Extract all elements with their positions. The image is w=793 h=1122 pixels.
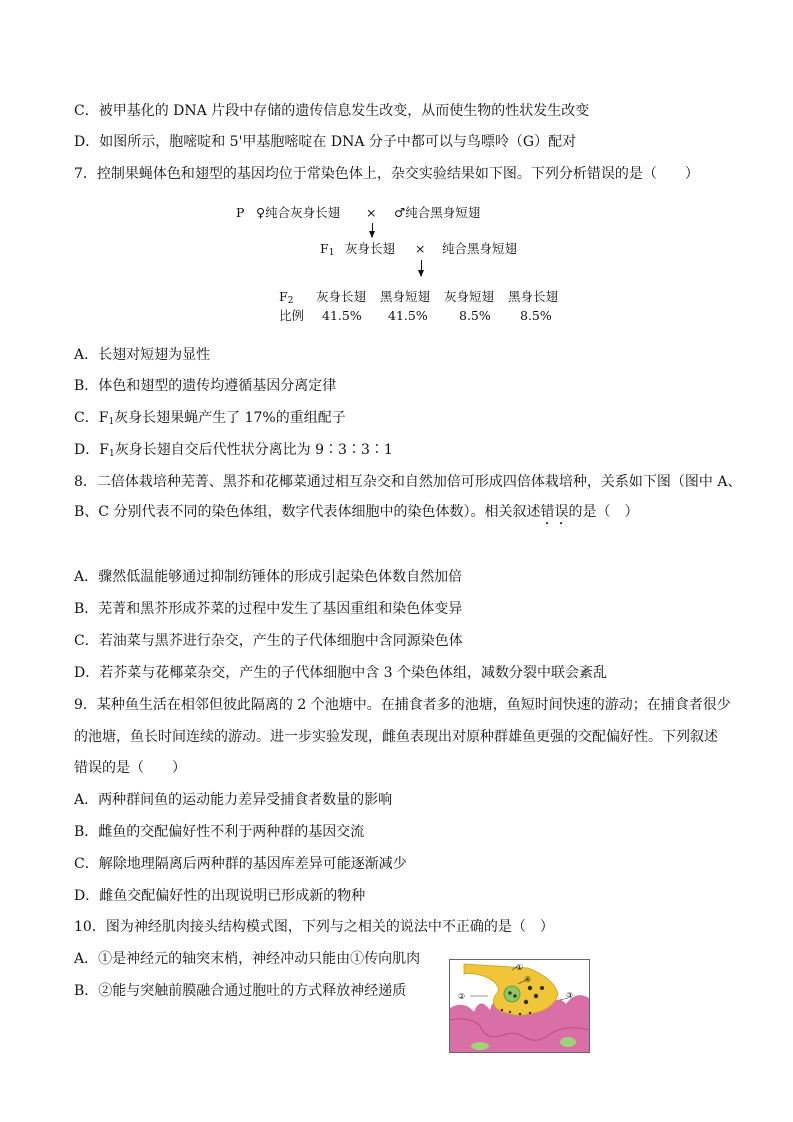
f2-ratio: 41.5% (322, 308, 362, 323)
q6-option-d: D．如图所示，胞嘧啶和 5'甲基胞嘧啶在 DNA 分子中都可以与鸟嘌呤（G）配对 (74, 134, 577, 150)
f2-ratio: 8.5% (459, 308, 491, 323)
f1-phenotype: 灰身长翅 (345, 241, 396, 256)
q9-option-a: A．两种群间鱼的运动能力差异受捕食者数量的影响 (74, 792, 393, 808)
ratio-label: 比例 (279, 308, 305, 323)
q9-option-d: D．雌鱼交配偏好性的出现说明已形成新的物种 (74, 888, 366, 904)
f2-phenotype: 黑身短翅 (380, 289, 431, 304)
p-generation-label: P (236, 205, 245, 220)
nmj-illustration (450, 960, 589, 1052)
p-male-parent: ♂纯合黑身短翅 (394, 205, 481, 220)
f2-phenotype: 灰身短翅 (444, 289, 495, 304)
f1-testcross-parent: 纯合黑身短翅 (442, 241, 518, 256)
f2-phenotype: 黑身长翅 (508, 289, 559, 304)
q9-stem-line-3: 错误的是（ ） (74, 760, 186, 776)
figure-label-2: ② (458, 992, 466, 1001)
neuromuscular-junction-figure (449, 959, 590, 1053)
q8-option-c: C．若油菜与黑芥进行杂交，产生的子代体细胞中含同源染色体 (74, 633, 463, 649)
q8-option-b: B．芜菁和黑芥形成芥菜的过程中发生了基因重组和染色体变异 (74, 601, 463, 617)
p-female-parent: ♀纯合灰身长翅 (256, 205, 341, 220)
q7-option-a: A．长翅对短翅为显性 (74, 347, 211, 363)
f2-ratio: 41.5% (388, 308, 428, 323)
f1-to-f2-arrow (421, 260, 422, 276)
f2-generation-label: $F_2$ (279, 289, 294, 306)
q6-option-c: C．被甲基化的 DNA 片段中存储的遗传信息发生改变，从而使生物的性状发生改变 (74, 103, 590, 119)
q7-stem: 7．控制果蝇体色和翅型的基因均位于常染色体上，杂交实验结果如下图。下列分析错误的是（ ） (74, 166, 699, 182)
q9-stem-line-2: 的池塘，鱼长时间连续的游动。进一步实验发现，雌鱼表现出对原种群雄鱼更强的交配偏好性。下列叙述 (74, 729, 718, 745)
q8-option-a: A．骤然低温能够通过抑制纺锤体的形成引起染色体数自然加倍 (74, 569, 463, 585)
p-to-f1-arrow (372, 223, 373, 237)
figure-label-1: ① (516, 963, 524, 972)
q9-option-b: B．雌鱼的交配偏好性不利于两种群的基因交流 (74, 824, 365, 840)
q7-option-d: D．$F_1$灰身长翅自交后代性状分离比为 9∶3∶3∶1 (74, 442, 393, 459)
q9-stem-line-1: 9．某种鱼生活在相邻但彼此隔离的 2 个池塘中。在捕食者多的池塘，鱼短时间快速的游动；在捕食者很少 (74, 697, 731, 713)
q7-option-c: C．$F_1$灰身长翅果蝇产生了 17%的重组配子 (74, 410, 346, 427)
q8-stem-line-1: 8．二倍体栽培种芜菁、黑芥和花椰菜通过相互杂交和自然加倍可形成四倍体栽培种，关系如下图（图中 A、 (74, 474, 742, 490)
figure-label-3: ③ (566, 991, 574, 1000)
f1-cross-sign: × (415, 241, 426, 256)
f1-generation-label: $F_1$ (320, 241, 335, 258)
q10-option-b: B．②能与突触前膜融合通过胞吐的方式释放神经递质 (74, 983, 407, 999)
q9-option-c: C．解除地理隔离后两种群的基因库差异可能逐渐减少 (74, 856, 407, 872)
q10-stem: 10．图为神经肌肉接头结构模式图，下列与之相关的说法中不正确的是（ ） (74, 919, 554, 935)
f2-phenotype: 灰身长翅 (316, 289, 367, 304)
q8-stem-line-2: B、C 分别代表不同的染色体组，数字代表体细胞中的染色体数）。相关叙述错误的是（ ） (74, 504, 639, 520)
q10-option-a: A．①是神经元的轴突末梢，神经冲动只能由①传向肌肉 (74, 951, 421, 967)
f2-ratio: 8.5% (520, 308, 552, 323)
q7-option-b: B．体色和翅型的遗传均遵循基因分离定律 (74, 378, 337, 394)
figure-label-4: ④ (524, 975, 532, 984)
q8-option-d: D．若芥菜与花椰菜杂交，产生的子代体细胞中含 3 个染色体组，减数分裂中联会紊乱 (74, 665, 608, 681)
p-cross-sign: × (366, 205, 377, 220)
